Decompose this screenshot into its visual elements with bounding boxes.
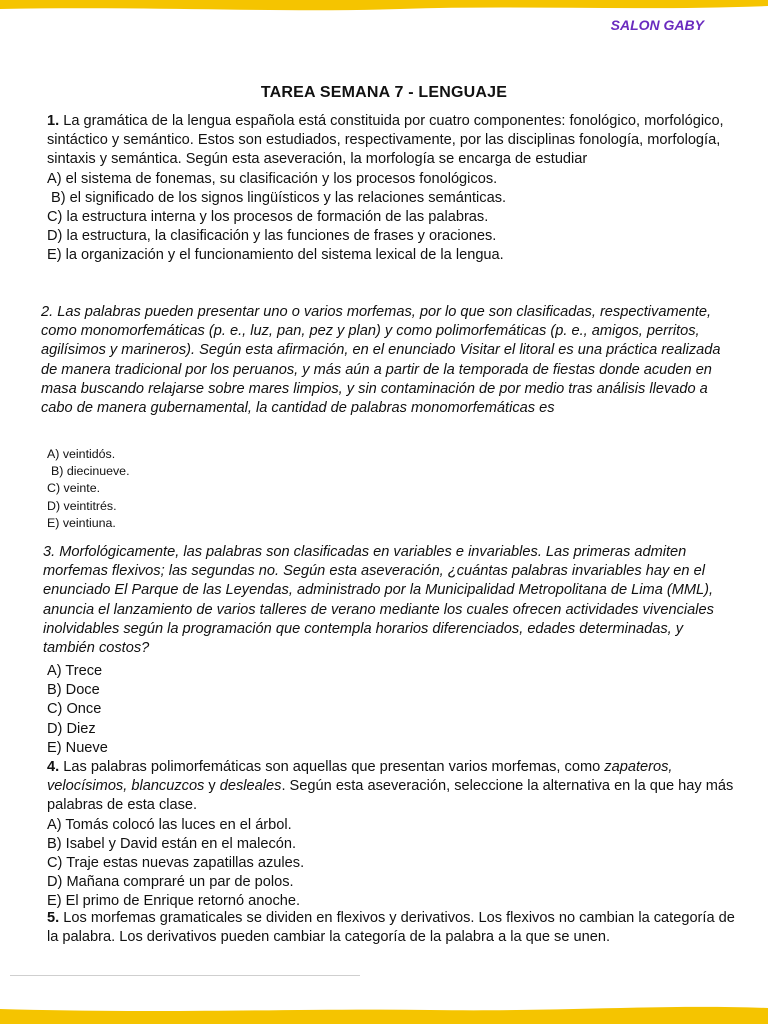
option-1a: A) el sistema de fonemas, su clasificación y los procesos fonológicos. <box>47 170 498 187</box>
question-4-text-b: . Según esta aseveración, seleccione la alternativa en la que hay más palabras de esta clase. <box>47 778 734 814</box>
question-1-stem <box>47 112 727 170</box>
option-3a: A) Trece <box>47 663 103 679</box>
question-4-text-a: Las palabras polimorfemáticas son aquellas que presentan varios morfemas, como <box>63 759 601 775</box>
page-title: TAREA SEMANA 7 - LENGUAJE <box>260 84 508 101</box>
question-4-stem <box>47 758 737 816</box>
top-yellow-brush-stripe <box>0 0 768 14</box>
question-1 <box>47 112 727 266</box>
option-4d: D) Mañana compraré un par de polos. <box>47 874 294 891</box>
option-2b: B) diecinueve. <box>51 464 130 479</box>
option-2d: D) veintitrés. <box>47 498 117 513</box>
option-4e: E) El primo de Enrique retornó anoche. <box>47 893 301 910</box>
question-4-number: 4. <box>47 759 60 775</box>
question-5 <box>47 909 747 947</box>
question-5-text: Los morfemas gramaticales se dividen en flexivos y derivativos. Los flexivos no cambian la categoría de la palabra. Los derivativos pueden cambiar la categoría de la palabra a la que se unen. <box>47 910 735 946</box>
option-1c: C) la estructura interna y los procesos de formación de las palabras. <box>47 209 489 226</box>
question-4 <box>47 758 737 912</box>
bottom-yellow-brush-stripe <box>0 1002 768 1024</box>
question-4-connector: y <box>208 778 216 795</box>
option-1b: B) el significado de los signos lingüísticos y las relaciones semánticas. <box>51 189 507 206</box>
question-5-number: 5. <box>47 910 60 926</box>
footer-divider <box>10 975 360 976</box>
option-2c: C) veinte. <box>47 481 101 496</box>
option-4b: B) Isabel y David están en el malecón. <box>47 835 297 852</box>
option-1d: D) la estructura, la clasificación y las funciones de frases y oraciones. <box>47 228 497 245</box>
brand-label: SALON GABY <box>610 17 704 33</box>
question-4-examples-b: desleales <box>219 778 282 795</box>
question-3-options <box>47 662 447 758</box>
question-1-number: 1. <box>47 113 60 129</box>
option-3d: D) Diez <box>47 720 96 737</box>
question-4-examples-a: zapateros, velocísimos, blancuzcos <box>47 759 673 795</box>
option-3c: C) Once <box>47 701 102 718</box>
option-2e: E) veintiuna. <box>47 515 116 530</box>
option-3b: B) Doce <box>47 682 100 699</box>
question-2-options <box>47 446 447 532</box>
question-3-stem: 3. Morfológicamente, las palabras son clasificadas en variables e invariables. Las primeras admiten morfemas flexivos; las segundas no. Según esta aseveración, ¿cuántas palabras invariables hay en el enunciado El Parque de las Leyendas, administrado por la Municipalidad Metropolitana de Lima (MML), anuncia el lanzamiento de varios talleres de verano mediante los cuales ofrecen actividades vivenciales inolvidables según la programación que contempla horarios diferenciados, edades determinadas, y también costos? <box>43 544 714 657</box>
option-4a: A) Tomás colocó las luces en el árbol. <box>47 816 292 833</box>
option-1e: E) la organización y el funcionamiento del sistema lexical de la lengua. <box>47 247 504 264</box>
question-5-stem <box>47 909 747 947</box>
option-4c: C) Traje estas nuevas zapatillas azules. <box>47 855 305 872</box>
option-3e: E) Nueve <box>47 739 108 756</box>
question-1-text: La gramática de la lengua española está constituida por cuatro componentes: fonológico, morfológico, sintáctico y semántico. Estos son estudiados, respectivamente, por las disciplinas fonología, morfología, sintaxis y semántica. Según esta aseveración, la morfología se encarga de estudiar <box>47 113 724 168</box>
question-2-stem: 2. Las palabras pueden presentar uno o varios morfemas, por lo que son clasificadas, respectivamente, como monomorfemáticas (p. e., luz, pan, pez y plan) y como polimorfemáticas (p. e., amigos, perritos, agilísimos y marineros). Según esta afirmación, en el enunciado Visitar el litoral es una práctica realizada de manera tradicional por los peruanos, y más aún a partir de la temporada de fiestas donde acuden en masa buscando relajarse sobre mares limpios, y sin contaminación de por medio tras análisis llevado a cabo de manera gubernamental, la cantidad de palabras monomorfemáticas es <box>41 304 721 417</box>
option-2a: A) veintidós. <box>47 447 116 461</box>
